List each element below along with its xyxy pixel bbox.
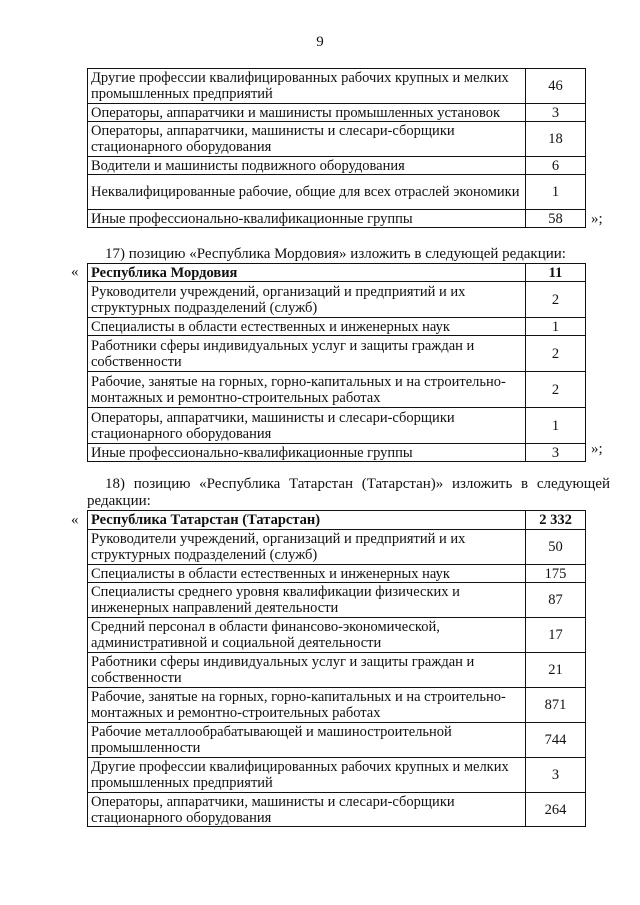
table-row <box>88 565 586 583</box>
table-row <box>88 210 586 228</box>
table-row <box>88 758 586 793</box>
row-label: Операторы, аппаратчики, машинисты и слесари-сборщики стационарного оборудования <box>88 408 526 444</box>
table-row <box>88 530 586 565</box>
row-value: 58 <box>526 210 586 228</box>
row-label: Неквалифицированные рабочие, общие для всех отраслей экономики <box>88 175 526 210</box>
row-label: Специалисты среднего уровня квалификации физических и инженерных направлений деятельности <box>88 583 526 618</box>
table-row <box>88 104 586 122</box>
row-value: 3 <box>526 104 586 122</box>
row-label: Специалисты в области естественных и инженерных наук <box>88 565 526 583</box>
table-row <box>88 653 586 688</box>
row-value: 46 <box>526 69 586 104</box>
opening-quote: « <box>71 264 79 280</box>
table-row <box>88 688 586 723</box>
paragraph-18: 18) позицию «Республика Татарстан (Татарстан)» изложить в следующей <box>105 476 610 492</box>
row-value: 18 <box>526 122 586 157</box>
row-label: Работники сферы индивидуальных услуг и защиты граждан и собственности <box>88 653 526 688</box>
paragraph-17: 17) позицию «Республика Мордовия» изложить в следующей редакции: <box>105 246 566 262</box>
table-continued <box>87 68 586 228</box>
table-row <box>88 723 586 758</box>
table-row <box>88 583 586 618</box>
row-value: 2 <box>526 282 586 318</box>
table-row <box>88 618 586 653</box>
row-label: Иные профессионально-квалификационные группы <box>88 210 526 228</box>
row-value: 17 <box>526 618 586 653</box>
table-row <box>88 793 586 827</box>
row-label: Руководители учреждений, организаций и предприятий и их структурных подразделений (служб) <box>88 282 526 318</box>
region-total: 2 332 <box>526 511 586 530</box>
row-label: Работники сферы индивидуальных услуг и защиты граждан и собственности <box>88 336 526 372</box>
row-value: 175 <box>526 565 586 583</box>
row-label: Специалисты в области естественных и инженерных наук <box>88 318 526 336</box>
row-label: Рабочие, занятые на горных, горно-капитальных и на строительно-монтажных и ремонтно-строительных работах <box>88 688 526 723</box>
table-row <box>88 408 586 444</box>
row-value: 6 <box>526 157 586 175</box>
closing-quote: »; <box>591 211 603 227</box>
table-row <box>88 444 586 462</box>
row-label: Другие профессии квалифицированных рабочих крупных и мелких промышленных предприятий <box>88 758 526 793</box>
row-value: 3 <box>526 444 586 462</box>
table-row <box>88 122 586 157</box>
row-value: 264 <box>526 793 586 827</box>
table-row <box>88 69 586 104</box>
row-label: Руководители учреждений, организаций и предприятий и их структурных подразделений (служб) <box>88 530 526 565</box>
table-body <box>88 511 586 827</box>
table-row <box>88 175 586 210</box>
row-label: Рабочие, занятые на горных, горно-капитальных и на строительно-монтажных и ремонтно-строительных работах <box>88 372 526 408</box>
row-label: Другие профессии квалифицированных рабочих крупных и мелких промышленных предприятий <box>88 69 526 104</box>
row-label: Водители и машинисты подвижного оборудования <box>88 157 526 175</box>
row-value: 50 <box>526 530 586 565</box>
page-number: 9 <box>316 34 324 50</box>
opening-quote: « <box>71 512 79 528</box>
table-row <box>88 318 586 336</box>
table-row <box>88 282 586 318</box>
region-name: Республика Мордовия <box>88 264 526 282</box>
row-label: Операторы, аппаратчики, машинисты и слесари-сборщики стационарного оборудования <box>88 793 526 827</box>
row-label: Средний персонал в области финансово-экономической, административной и социальной деятельности <box>88 618 526 653</box>
row-value: 21 <box>526 653 586 688</box>
row-value: 871 <box>526 688 586 723</box>
table-header-row <box>88 264 586 282</box>
row-value: 1 <box>526 175 586 210</box>
row-value: 2 <box>526 372 586 408</box>
row-label: Операторы, аппаратчики, машинисты и слесари-сборщики стационарного оборудования <box>88 122 526 157</box>
table-header-row <box>88 511 586 530</box>
row-label: Операторы, аппаратчики и машинисты промышленных установок <box>88 104 526 122</box>
row-label: Рабочие металлообрабатывающей и машиностроительной промышленности <box>88 723 526 758</box>
table-body <box>88 264 586 462</box>
row-value: 1 <box>526 408 586 444</box>
table-row <box>88 336 586 372</box>
table-row <box>88 157 586 175</box>
table-row <box>88 372 586 408</box>
region-name: Республика Татарстан (Татарстан) <box>88 511 526 530</box>
table-body <box>88 69 586 228</box>
closing-quote: »; <box>591 441 603 457</box>
row-label: Иные профессионально-квалификационные группы <box>88 444 526 462</box>
row-value: 1 <box>526 318 586 336</box>
region-total: 11 <box>526 264 586 282</box>
paragraph-18-continuation: редакции: <box>87 493 151 509</box>
row-value: 3 <box>526 758 586 793</box>
row-value: 2 <box>526 336 586 372</box>
table-mordovia <box>87 263 586 462</box>
table-tatarstan <box>87 510 586 827</box>
row-value: 744 <box>526 723 586 758</box>
row-value: 87 <box>526 583 586 618</box>
